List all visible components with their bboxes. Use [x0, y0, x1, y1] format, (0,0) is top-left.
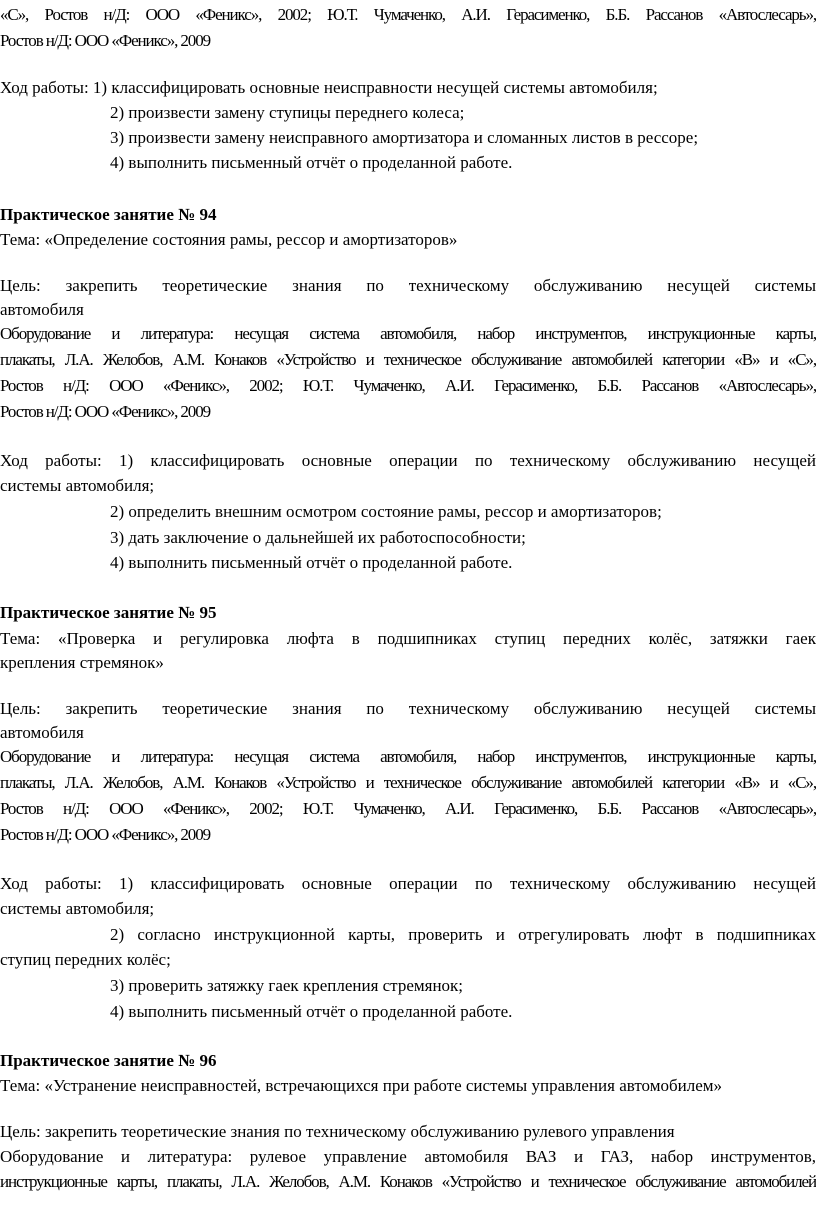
lesson-heading: Практическое занятие № 94 — [0, 205, 217, 224]
lesson-theme: Тема: «Проверка и регулировка люфта в подшипниках ступиц передних колёс, затяжки гаек — [0, 629, 816, 648]
lesson-goal: Цель: закрепить теоретические знания по техническому обслуживанию рулевого управления — [0, 1122, 675, 1141]
work-step: Ход работы: 1) классифицировать основные неисправности несущей системы автомобиля; — [0, 78, 658, 97]
lesson-equipment: Ростов н/Д: ООО «Феникс», 2002; Ю.Т. Чумаченко, А.И. Герасименко, Б.Б. Рассанов «Автослесарь», — [0, 799, 816, 818]
work-step: 3) проверить затяжку гаек крепления стремянок; — [110, 976, 464, 995]
lesson-theme: Тема: «Определение состояния рамы, рессор и амортизаторов» — [0, 230, 458, 249]
lesson-equipment: плакаты, Л.А. Желобов, А.М. Конаков «Устройство и техническое обслуживание автомобилей категории «В» и «С», — [0, 350, 816, 369]
lesson-theme: крепления стремянок» — [0, 653, 164, 672]
work-step: 4) выполнить письменный отчёт о проделанной работе. — [110, 153, 513, 172]
lesson-equipment: Ростов н/Д: ООО «Феникс», 2009 — [0, 825, 211, 844]
lesson-equipment: плакаты, Л.А. Желобов, А.М. Конаков «Устройство и техническое обслуживание автомобилей категории «В» и «С», — [0, 773, 816, 792]
work-step: 4) выполнить письменный отчёт о проделанной работе. — [110, 1002, 513, 1021]
work-step: ступиц передних колёс; — [0, 950, 171, 969]
lesson-goal: Цель: закрепить теоретические знания по техническому обслуживанию несущей системы — [0, 276, 816, 295]
reference-line: «С», Ростов н/Д: ООО «Феникс», 2002; Ю.Т. Чумаченко, А.И. Герасименко, Б.Б. Рассанов «Автослесарь», — [0, 5, 816, 24]
lesson-goal: автомобиля — [0, 300, 84, 319]
lesson-heading: Практическое занятие № 95 — [0, 603, 217, 622]
lesson-goal: Цель: закрепить теоретические знания по техническому обслуживанию несущей системы — [0, 699, 816, 718]
work-step: 2) определить внешним осмотром состояние рамы, рессор и амортизаторов; — [110, 502, 662, 521]
reference-line: Ростов н/Д: ООО «Феникс», 2009 — [0, 31, 211, 50]
lesson-equipment: Оборудование и литература: рулевое управление автомобиля ВАЗ и ГАЗ, набор инструментов, — [0, 1147, 816, 1166]
lesson-equipment: Ростов н/Д: ООО «Феникс», 2009 — [0, 402, 211, 421]
lesson-equipment: инструкционные карты, плакаты, Л.А. Желобов, А.М. Конаков «Устройство и техническое обслуживание автомобилей — [0, 1172, 816, 1191]
work-step: системы автомобиля; — [0, 476, 155, 495]
work-step: 2) согласно инструкционной карты, проверить и отрегулировать люфт в подшипниках — [110, 925, 816, 944]
work-step: 2) произвести замену ступицы переднего колеса; — [110, 103, 465, 122]
lesson-equipment: Ростов н/Д: ООО «Феникс», 2002; Ю.Т. Чумаченко, А.И. Герасименко, Б.Б. Рассанов «Автослесарь», — [0, 376, 816, 395]
lesson-theme: Тема: «Устранение неисправностей, встречающихся при работе системы управления автомобилем» — [0, 1076, 723, 1095]
work-step: системы автомобиля; — [0, 899, 155, 918]
work-step: Ход работы: 1) классифицировать основные операции по техническому обслуживанию несущей — [0, 451, 816, 470]
lesson-equipment: Оборудование и литература: несущая система автомобиля, набор инструментов, инструкционные карты, — [0, 324, 816, 343]
lesson-goal: автомобиля — [0, 723, 84, 742]
work-step: 4) выполнить письменный отчёт о проделанной работе. — [110, 553, 513, 572]
lesson-equipment: Оборудование и литература: несущая система автомобиля, набор инструментов, инструкционные карты, — [0, 747, 816, 766]
work-step: 3) произвести замену неисправного амортизатора и сломанных листов в рессоре; — [110, 128, 699, 147]
work-step: 3) дать заключение о дальнейшей их работоспособности; — [110, 528, 526, 547]
work-step: Ход работы: 1) классифицировать основные операции по техническому обслуживанию несущей — [0, 874, 816, 893]
lesson-heading: Практическое занятие № 96 — [0, 1051, 217, 1070]
